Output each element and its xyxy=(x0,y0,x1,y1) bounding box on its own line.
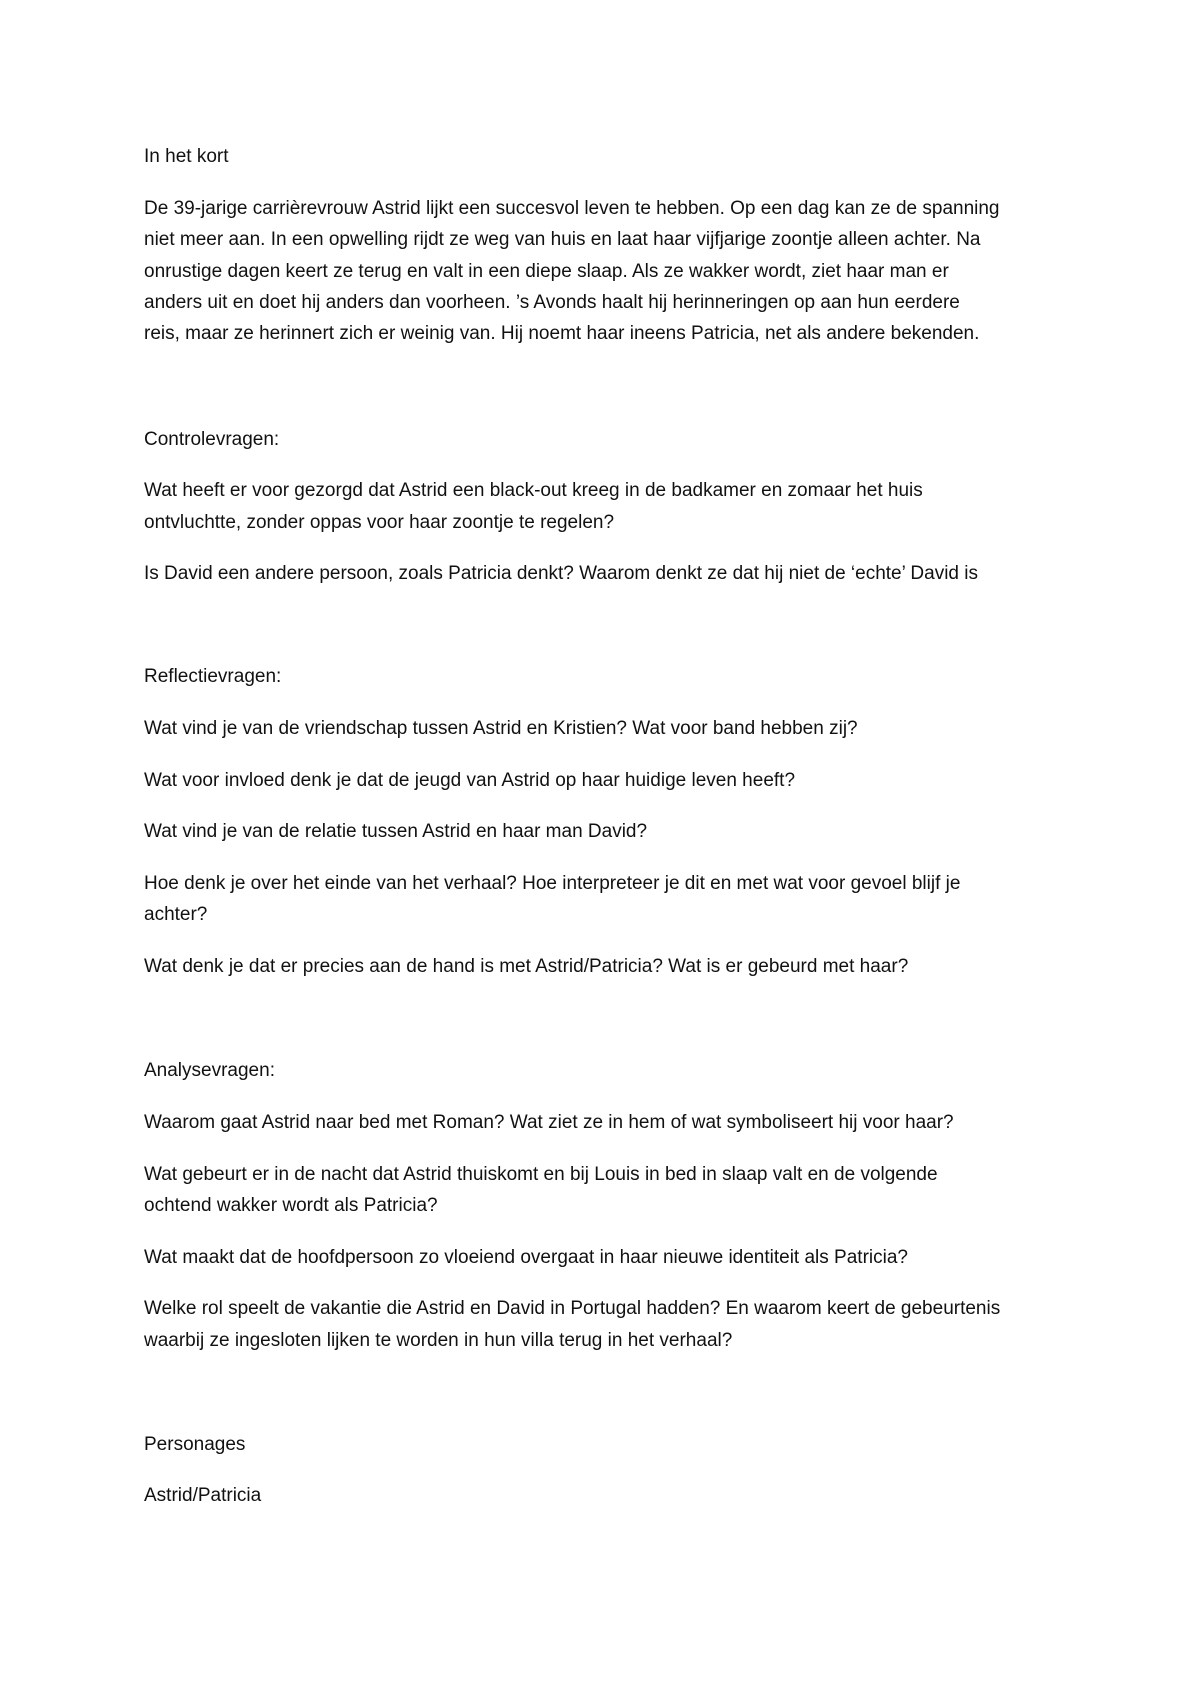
control-heading: Controlevragen: xyxy=(144,429,280,450)
summary-line: onrustige dagen keert ze terug en valt in een diepe slaap. Als ze wakker wordt, ziet haar man er xyxy=(144,261,949,282)
characters-heading: Personages xyxy=(144,1434,246,1455)
reflection-question: Wat vind je van de vriendschap tussen Astrid en Kristien? Wat voor band hebben zij? xyxy=(144,718,858,739)
summary-line: anders uit en doet hij anders dan voorheen. ’s Avonds haalt hij herinneringen op aan hun eerdere xyxy=(144,292,960,313)
analysis-question: Wat gebeurt er in de nacht dat Astrid thuiskomt en bij Louis in bed in slaap valt en de volgende xyxy=(144,1164,938,1185)
document-page xyxy=(144,0,1064,1698)
analysis-question: Welke rol speelt de vakantie die Astrid en David in Portugal hadden? En waarom keert de gebeurtenis xyxy=(144,1298,1001,1319)
analysis-heading: Analysevragen: xyxy=(144,1060,275,1081)
reflection-heading: Reflectievragen: xyxy=(144,666,282,687)
reflection-question: Wat voor invloed denk je dat de jeugd van Astrid op haar huidige leven heeft? xyxy=(144,770,796,791)
reflection-question-cont: achter? xyxy=(144,904,208,925)
control-question: Is David een andere persoon, zoals Patricia denkt? Waarom denkt ze dat hij niet de ‘echte’ David is xyxy=(144,563,978,584)
analysis-question-cont: ochtend wakker wordt als Patricia? xyxy=(144,1195,438,1216)
analysis-question: Wat maakt dat de hoofdpersoon zo vloeiend overgaat in haar nieuwe identiteit als Patricia? xyxy=(144,1247,908,1268)
character-name: Astrid/Patricia xyxy=(144,1485,262,1506)
reflection-question: Wat vind je van de relatie tussen Astrid en haar man David? xyxy=(144,821,648,842)
analysis-question: Waarom gaat Astrid naar bed met Roman? Wat ziet ze in hem of wat symboliseert hij voor haar? xyxy=(144,1112,954,1133)
summary-line: niet meer aan. In een opwelling rijdt ze weg van huis en laat haar vijfjarige zoontje alleen achter. Na xyxy=(144,229,981,250)
summary-heading: In het kort xyxy=(144,146,229,167)
reflection-question: Wat denk je dat er precies aan de hand is met Astrid/Patricia? Wat is er gebeurd met haar? xyxy=(144,956,909,977)
control-question-cont: ontvluchtte, zonder oppas voor haar zoontje te regelen? xyxy=(144,512,615,533)
reflection-question: Hoe denk je over het einde van het verhaal? Hoe interpreteer je dit en met wat voor gevoel blijf je xyxy=(144,873,961,894)
summary-line: De 39-jarige carrièrevrouw Astrid lijkt een succesvol leven te hebben. Op een dag kan ze de spanning xyxy=(144,198,1000,219)
control-question: Wat heeft er voor gezorgd dat Astrid een black-out kreeg in de badkamer en zomaar het huis xyxy=(144,480,923,501)
analysis-question-cont: waarbij ze ingesloten lijken te worden in hun villa terug in het verhaal? xyxy=(144,1330,733,1351)
summary-line: reis, maar ze herinnert zich er weinig van. Hij noemt haar ineens Patricia, net als andere bekenden. xyxy=(144,323,980,344)
